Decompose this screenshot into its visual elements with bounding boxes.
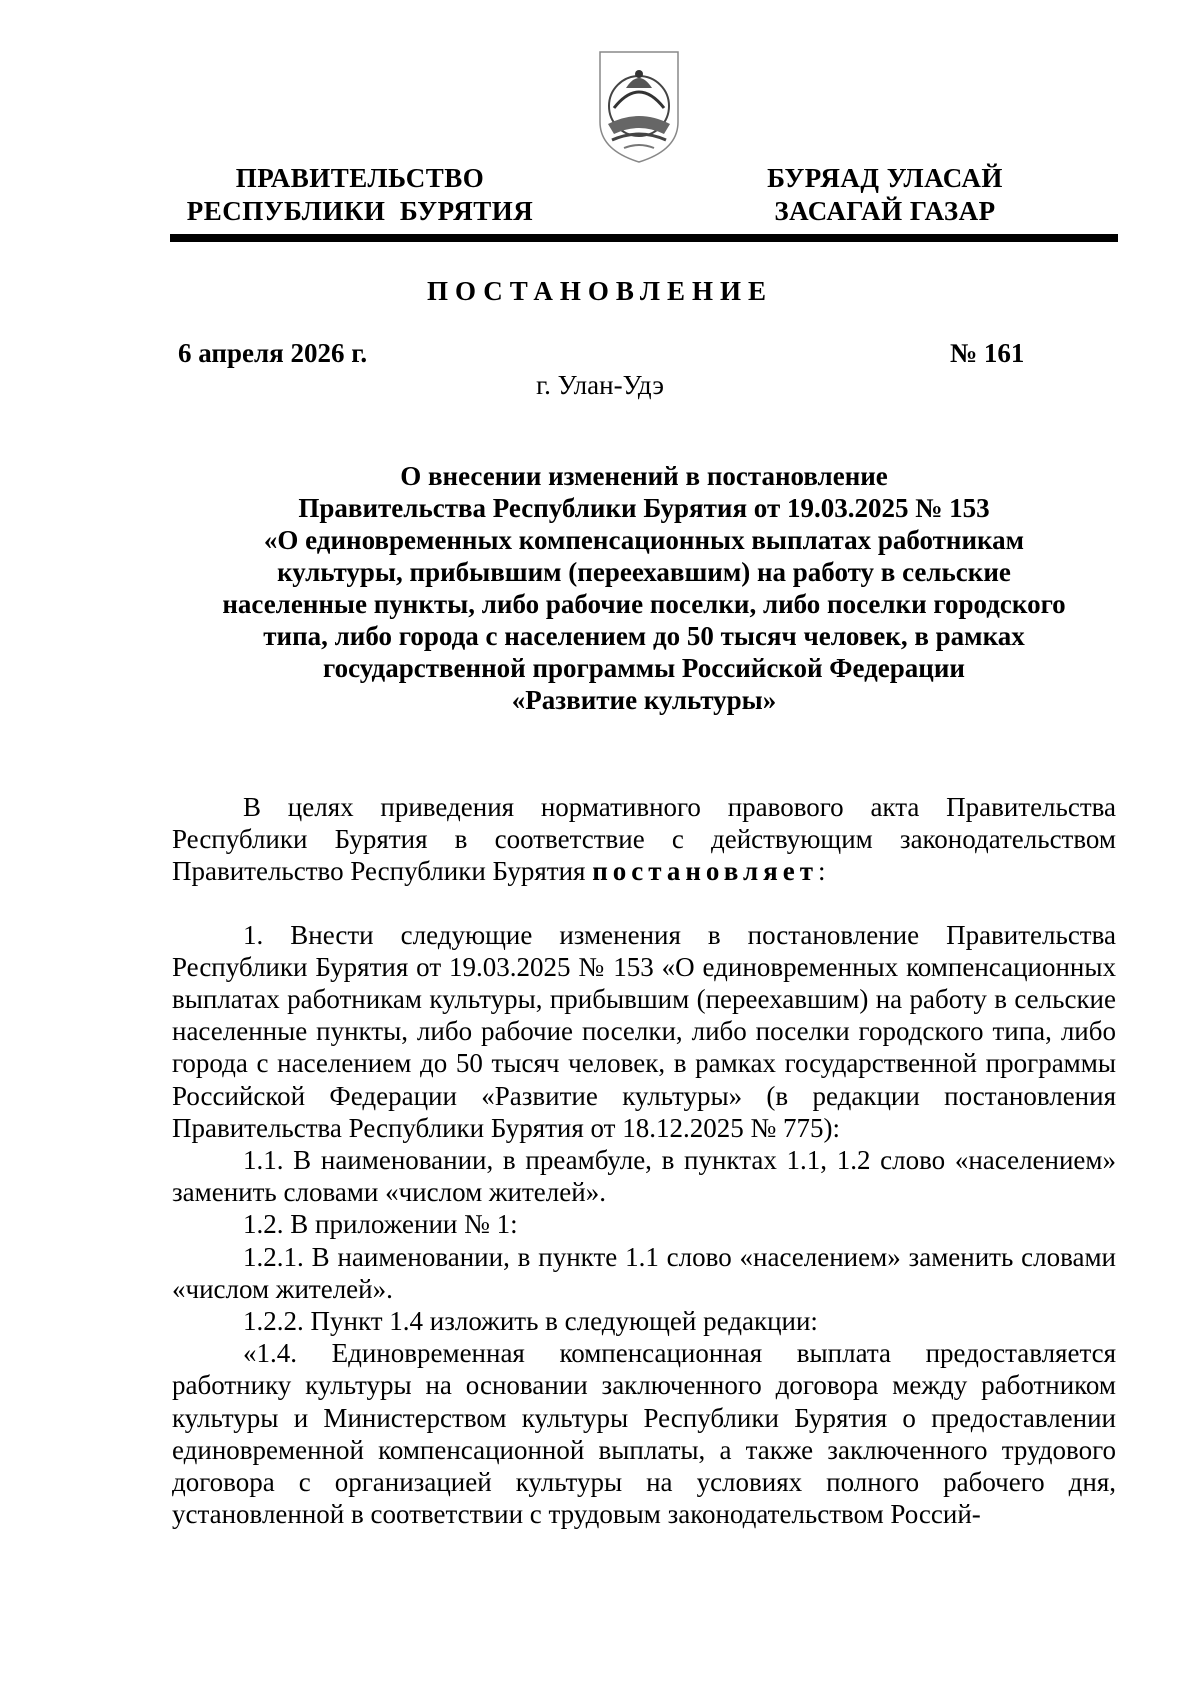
document-title: [170, 460, 1118, 716]
document-date: 6 апреля 2026 г.: [178, 338, 368, 368]
preamble-text: В целях приведения нормативного правового акта Правительства Республики Бурятия в соответствие с действующим законодательством Правительство Республики Бурятия: [172, 792, 1116, 887]
title-line: государственной программы Российской Федерации: [323, 653, 965, 683]
preamble-keyword: постановляет: [592, 856, 818, 887]
title-line: культуры, прибывшим (переехавшим) на работу в сельские: [277, 557, 1011, 587]
preamble-end: :: [817, 856, 826, 887]
title-line: населенные пункты, либо рабочие поселки, либо поселки городского: [222, 589, 1066, 619]
title-line: Правительства Республики Бурятия от 19.03.2025 № 153: [298, 493, 990, 523]
org-left-line: ПРАВИТЕЛЬСТВО: [235, 163, 485, 193]
paragraph: 1. Внести следующие изменения в постановление Правительства Республики Бурятия от 19.03.2025 № 153 «О единовременных компенсационных выплатах работникам культуры, прибывшим (переехавшим) на работу в сельские населенные пункты, либо рабочие поселки, либо поселки городского типа, либо города с населением до 50 тысяч человек, в рамках государственной программы Российской Федерации «Развитие культуры» (в редакции постановления Правительства Республики Бурятия от 18.12.2025 № 775):: [172, 919, 1116, 1143]
paragraph: 1.2. В приложении № 1:: [243, 1209, 518, 1240]
title-line: типа, либо города с населением до 50 тысяч человек, в рамках: [263, 621, 1025, 651]
org-left-line: РЕСПУБЛИКИ БУРЯТИЯ: [186, 196, 534, 226]
document-number: № 161: [950, 338, 1025, 368]
title-line: О внесении изменений в постановление: [400, 461, 888, 491]
document-type: ПОСТАНОВЛЕНИЕ: [426, 276, 774, 306]
paragraph: 1.1. В наименовании, в преамбуле, в пунктах 1.1, 1.2 слово «населением» заменить словами «числом жителей».: [172, 1145, 1116, 1208]
coat-of-arms-icon: [594, 48, 684, 166]
paragraph: 1.2.1. В наименовании, в пункте 1.1 слово «населением» заменить словами «числом жителей».: [172, 1241, 1116, 1304]
paragraph: «1.4. Единовременная компенсационная выплата предоставляется работнику культуры на основании заключенного договора между работником культуры и Министерством культуры Республики Бурятия о предоставлении единовременной компенсационной выплаты, а также заключенного трудового договора с организацией культуры на условиях полного рабочего дня, установленной в соответствии с трудовым законодательством Россий-: [172, 1338, 1116, 1530]
government-name-ru: [160, 162, 560, 228]
document-body: [172, 791, 1116, 1530]
header-rule: [170, 234, 1118, 242]
org-right-line: ЗАСАГАЙ ГАЗАР: [774, 196, 996, 226]
title-line: «Развитие культуры»: [511, 685, 777, 715]
document-city: г. Улан-Удэ: [536, 370, 664, 400]
preamble: [172, 791, 1116, 888]
org-right-line: БУРЯАД УЛАСАЙ: [767, 163, 1003, 193]
title-line: «О единовременных компенсационных выплатах работникам: [263, 525, 1025, 555]
paragraph: 1.2.2. Пункт 1.4 изложить в следующей редакции:: [243, 1306, 818, 1337]
government-name-bua: [720, 162, 1050, 228]
